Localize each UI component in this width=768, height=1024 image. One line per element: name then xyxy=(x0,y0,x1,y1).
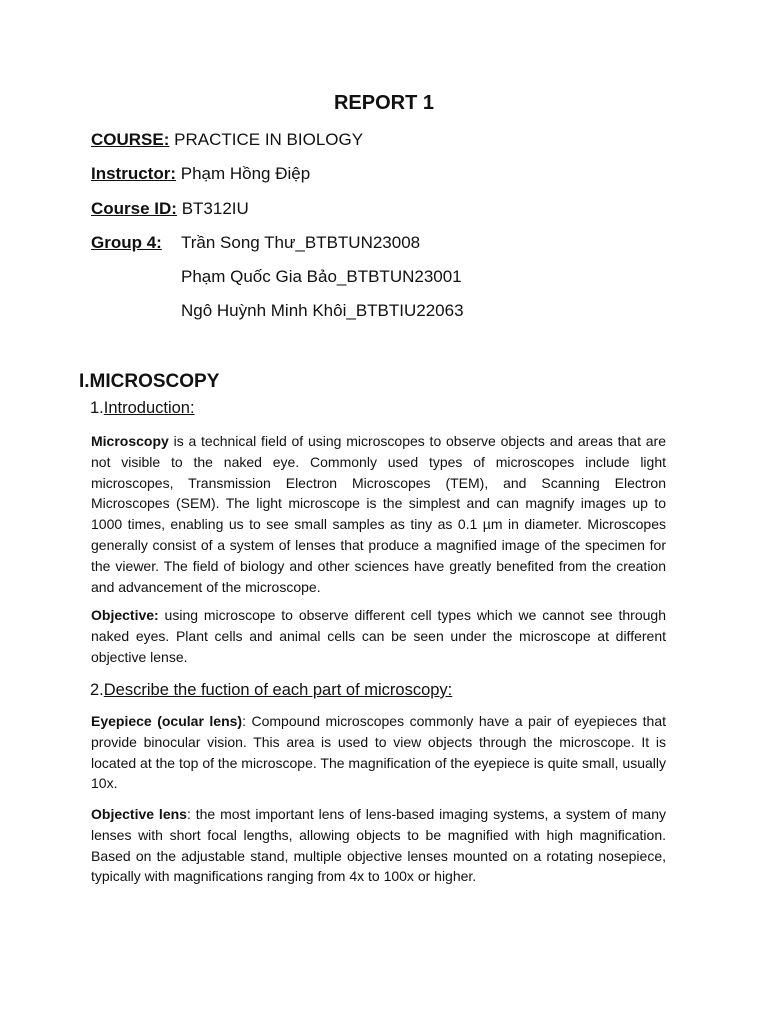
instructor-value: Phạm Hồng Điệp xyxy=(180,164,311,183)
course-id-value: BT312IU xyxy=(181,199,249,218)
course-id-label: Course ID: xyxy=(91,199,177,218)
group-member: Ngô Huỳnh Minh Khôi_BTBTIU22063 xyxy=(181,301,464,320)
group-label: Group 4: xyxy=(91,233,162,252)
course-value: PRACTICE IN BIOLOGY xyxy=(174,130,364,149)
paragraph-text: using microscope to observe different cell types which we cannot see through naked eyes. Plant cells and animal cells can be seen under the microscope at different objective lense. xyxy=(91,607,666,665)
term-bold: Objective lens xyxy=(91,806,187,822)
paragraph-eyepiece xyxy=(91,711,666,794)
subsection-number: 2. xyxy=(90,681,104,699)
paragraph-text: : Compound microscopes commonly have a pair of eyepieces that provide binocular vision. This area is used to view objects through the microscope. It is located at the top of the microscope. The magnification of the eyepiece is quite small, usually 10x. xyxy=(91,713,666,792)
group-line xyxy=(91,232,162,254)
report-title: REPORT 1 xyxy=(333,92,435,114)
paragraph-text: : the most important lens of lens-based imaging systems, a system of many lenses with short focal lengths, allowing objects to be magnified with high magnification. Based on the adjustable stand, multiple objective lenses mounted on a rotating nosepiece, typically with magnifications ranging from 4x to 100x or higher. xyxy=(91,806,666,885)
course-line xyxy=(91,129,363,151)
paragraph-microscopy xyxy=(91,431,666,597)
course-id-line xyxy=(91,198,249,220)
instructor-line xyxy=(91,163,310,185)
subsection-title: Describe the fuction of each part of microscopy: xyxy=(103,681,453,699)
term-bold: Microscopy xyxy=(91,433,169,449)
term-bold: Eyepiece (ocular lens) xyxy=(91,713,243,729)
subsection-heading-functions xyxy=(90,679,452,701)
instructor-label: Instructor: xyxy=(91,164,176,183)
paragraph-objective xyxy=(91,605,666,667)
subsection-title: Introduction: xyxy=(103,399,195,417)
paragraph-text: is a technical field of using microscopes to observe objects and areas that are not visible to the naked eye. Commonly used types of microscopes include light microscopes, Transmission Electron Microscopes (TEM), and Scanning Electron Microscopes (SEM). The light microscope is the simplest and can magnify images up to 1000 times, enabling us to see small samples as tiny as 0.1 µm in diameter. Microscopes generally consist of a system of lenses that produce a magnified image of the specimen for the viewer. The field of biology and other sciences have greatly benefited from the creation and advancement of the microscope. xyxy=(91,433,666,595)
section-heading: I.MICROSCOPY xyxy=(79,371,220,392)
group-member: Trần Song Thư_BTBTUN23008 xyxy=(181,233,421,252)
group-member: Phạm Quốc Gia Bảo_BTBTUN23001 xyxy=(181,267,462,286)
course-label: COURSE: xyxy=(91,130,170,149)
subsection-heading-introduction xyxy=(90,397,195,419)
paragraph-objective-lens xyxy=(91,804,666,887)
term-bold: Objective: xyxy=(91,607,159,623)
subsection-number: 1. xyxy=(90,399,104,417)
